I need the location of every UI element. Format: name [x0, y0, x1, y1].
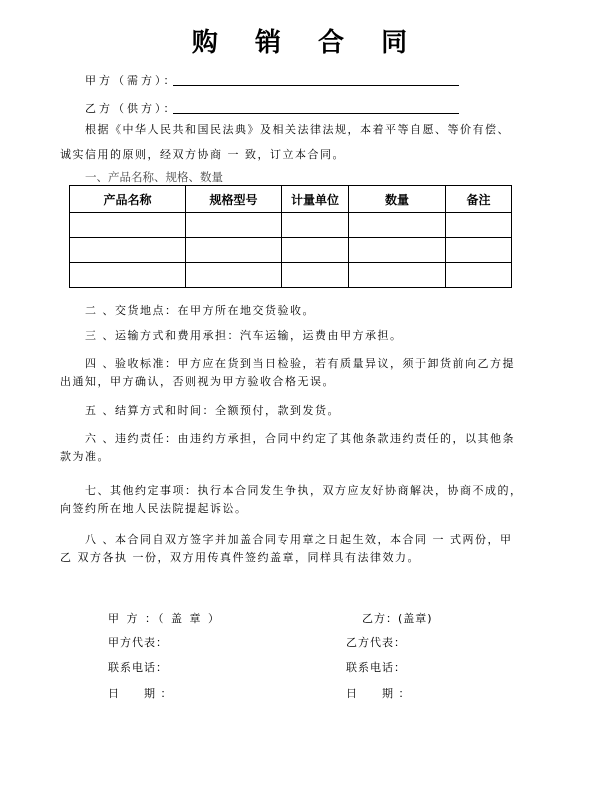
- product-table: [69, 185, 512, 288]
- table-cell[interactable]: [70, 263, 186, 288]
- intro-line-1: 根据《中华人民共和国民法典》及相关法律法规，本着平等自愿、等价有偿、: [85, 123, 510, 136]
- table-cell[interactable]: [446, 238, 512, 263]
- party-b-label: 乙方（供方）：: [85, 102, 178, 115]
- table-cell[interactable]: [186, 213, 282, 238]
- intro-line-2: 诚实信用的原则，经双方协商 一 致，订立本合同。: [60, 148, 345, 161]
- party-b-row: [85, 100, 178, 116]
- clause-8-line-2: 乙 双方各执 一份，双方用传真件签约盖章，同样具有法律效力。: [60, 551, 420, 564]
- col-header-remarks: 备注: [446, 186, 512, 213]
- clause-3: 三 、运输方式和费用承担：汽车运输，运费由甲方承担。: [85, 329, 403, 342]
- clause-6-line-1: 六 、违约责任：由违约方承担，合同中约定了其他条款违约责任的，以其他条: [85, 432, 515, 445]
- clause-4-line-1: 四 、验收标准：甲方应在货到当日检验，若有质量异议，须于卸货前向乙方提: [85, 357, 515, 370]
- table-cell[interactable]: [349, 213, 446, 238]
- party-a-label: 甲方（需方）：: [85, 74, 178, 87]
- table-cell[interactable]: [282, 263, 349, 288]
- table-cell[interactable]: [282, 213, 349, 238]
- section-1-heading: 一、产品名称、规格、数量: [85, 170, 223, 184]
- clause-7-line-1: 七、其他约定事项：执行本合同发生争执，双方应友好协商解决，协商不成的，: [85, 484, 523, 497]
- col-header-product-name: 产品名称: [70, 186, 186, 213]
- table-row: [70, 238, 512, 263]
- table-cell[interactable]: [70, 213, 186, 238]
- table-cell[interactable]: [70, 238, 186, 263]
- clause-7-line-2: 向签约所在地人民法院提起诉讼。: [60, 502, 248, 515]
- party-a-seal: 甲 方 ：（ 盖 章 ）: [108, 612, 221, 625]
- table-cell[interactable]: [186, 238, 282, 263]
- table-header-row: [70, 186, 512, 213]
- party-b-seal: 乙方：(盖章): [362, 612, 433, 625]
- col-header-spec-model: 规格型号: [186, 186, 282, 213]
- table-cell[interactable]: [282, 238, 349, 263]
- clause-8-line-1: 八 、本合同自双方签字并加盖合同专用章之日起生效，本合同 一 式两份，甲: [85, 533, 513, 546]
- table-cell[interactable]: [446, 263, 512, 288]
- table-cell[interactable]: [349, 238, 446, 263]
- col-header-quantity: 数量: [349, 186, 446, 213]
- table-row: [70, 213, 512, 238]
- table-cell[interactable]: [186, 263, 282, 288]
- table-cell[interactable]: [349, 263, 446, 288]
- party-b-phone: 联系电话：: [346, 661, 406, 674]
- clause-5: 五 、结算方式和时间：全额预付，款到发货。: [85, 404, 340, 417]
- clause-2: 二 、交货地点：在甲方所在地交货验收。: [85, 304, 315, 317]
- clause-4-line-2: 出通知，甲方确认，否则视为甲方验收合格无误。: [60, 375, 335, 388]
- party-b-input-line[interactable]: [173, 100, 459, 114]
- party-a-input-line[interactable]: [173, 72, 459, 86]
- clause-6-line-2: 款为准。: [60, 450, 110, 463]
- party-a-date: 日 期 ：: [108, 687, 173, 700]
- party-b-representative: 乙方代表：: [346, 636, 406, 649]
- party-a-representative: 甲方代表：: [108, 636, 168, 649]
- table-row: [70, 263, 512, 288]
- col-header-unit: 计量单位: [282, 186, 349, 213]
- table-cell[interactable]: [446, 213, 512, 238]
- document-title: 购 销 合 同: [191, 28, 422, 58]
- party-b-date: 日 期 ：: [346, 687, 411, 700]
- party-a-row: [85, 72, 178, 88]
- party-a-phone: 联系电话：: [108, 661, 168, 674]
